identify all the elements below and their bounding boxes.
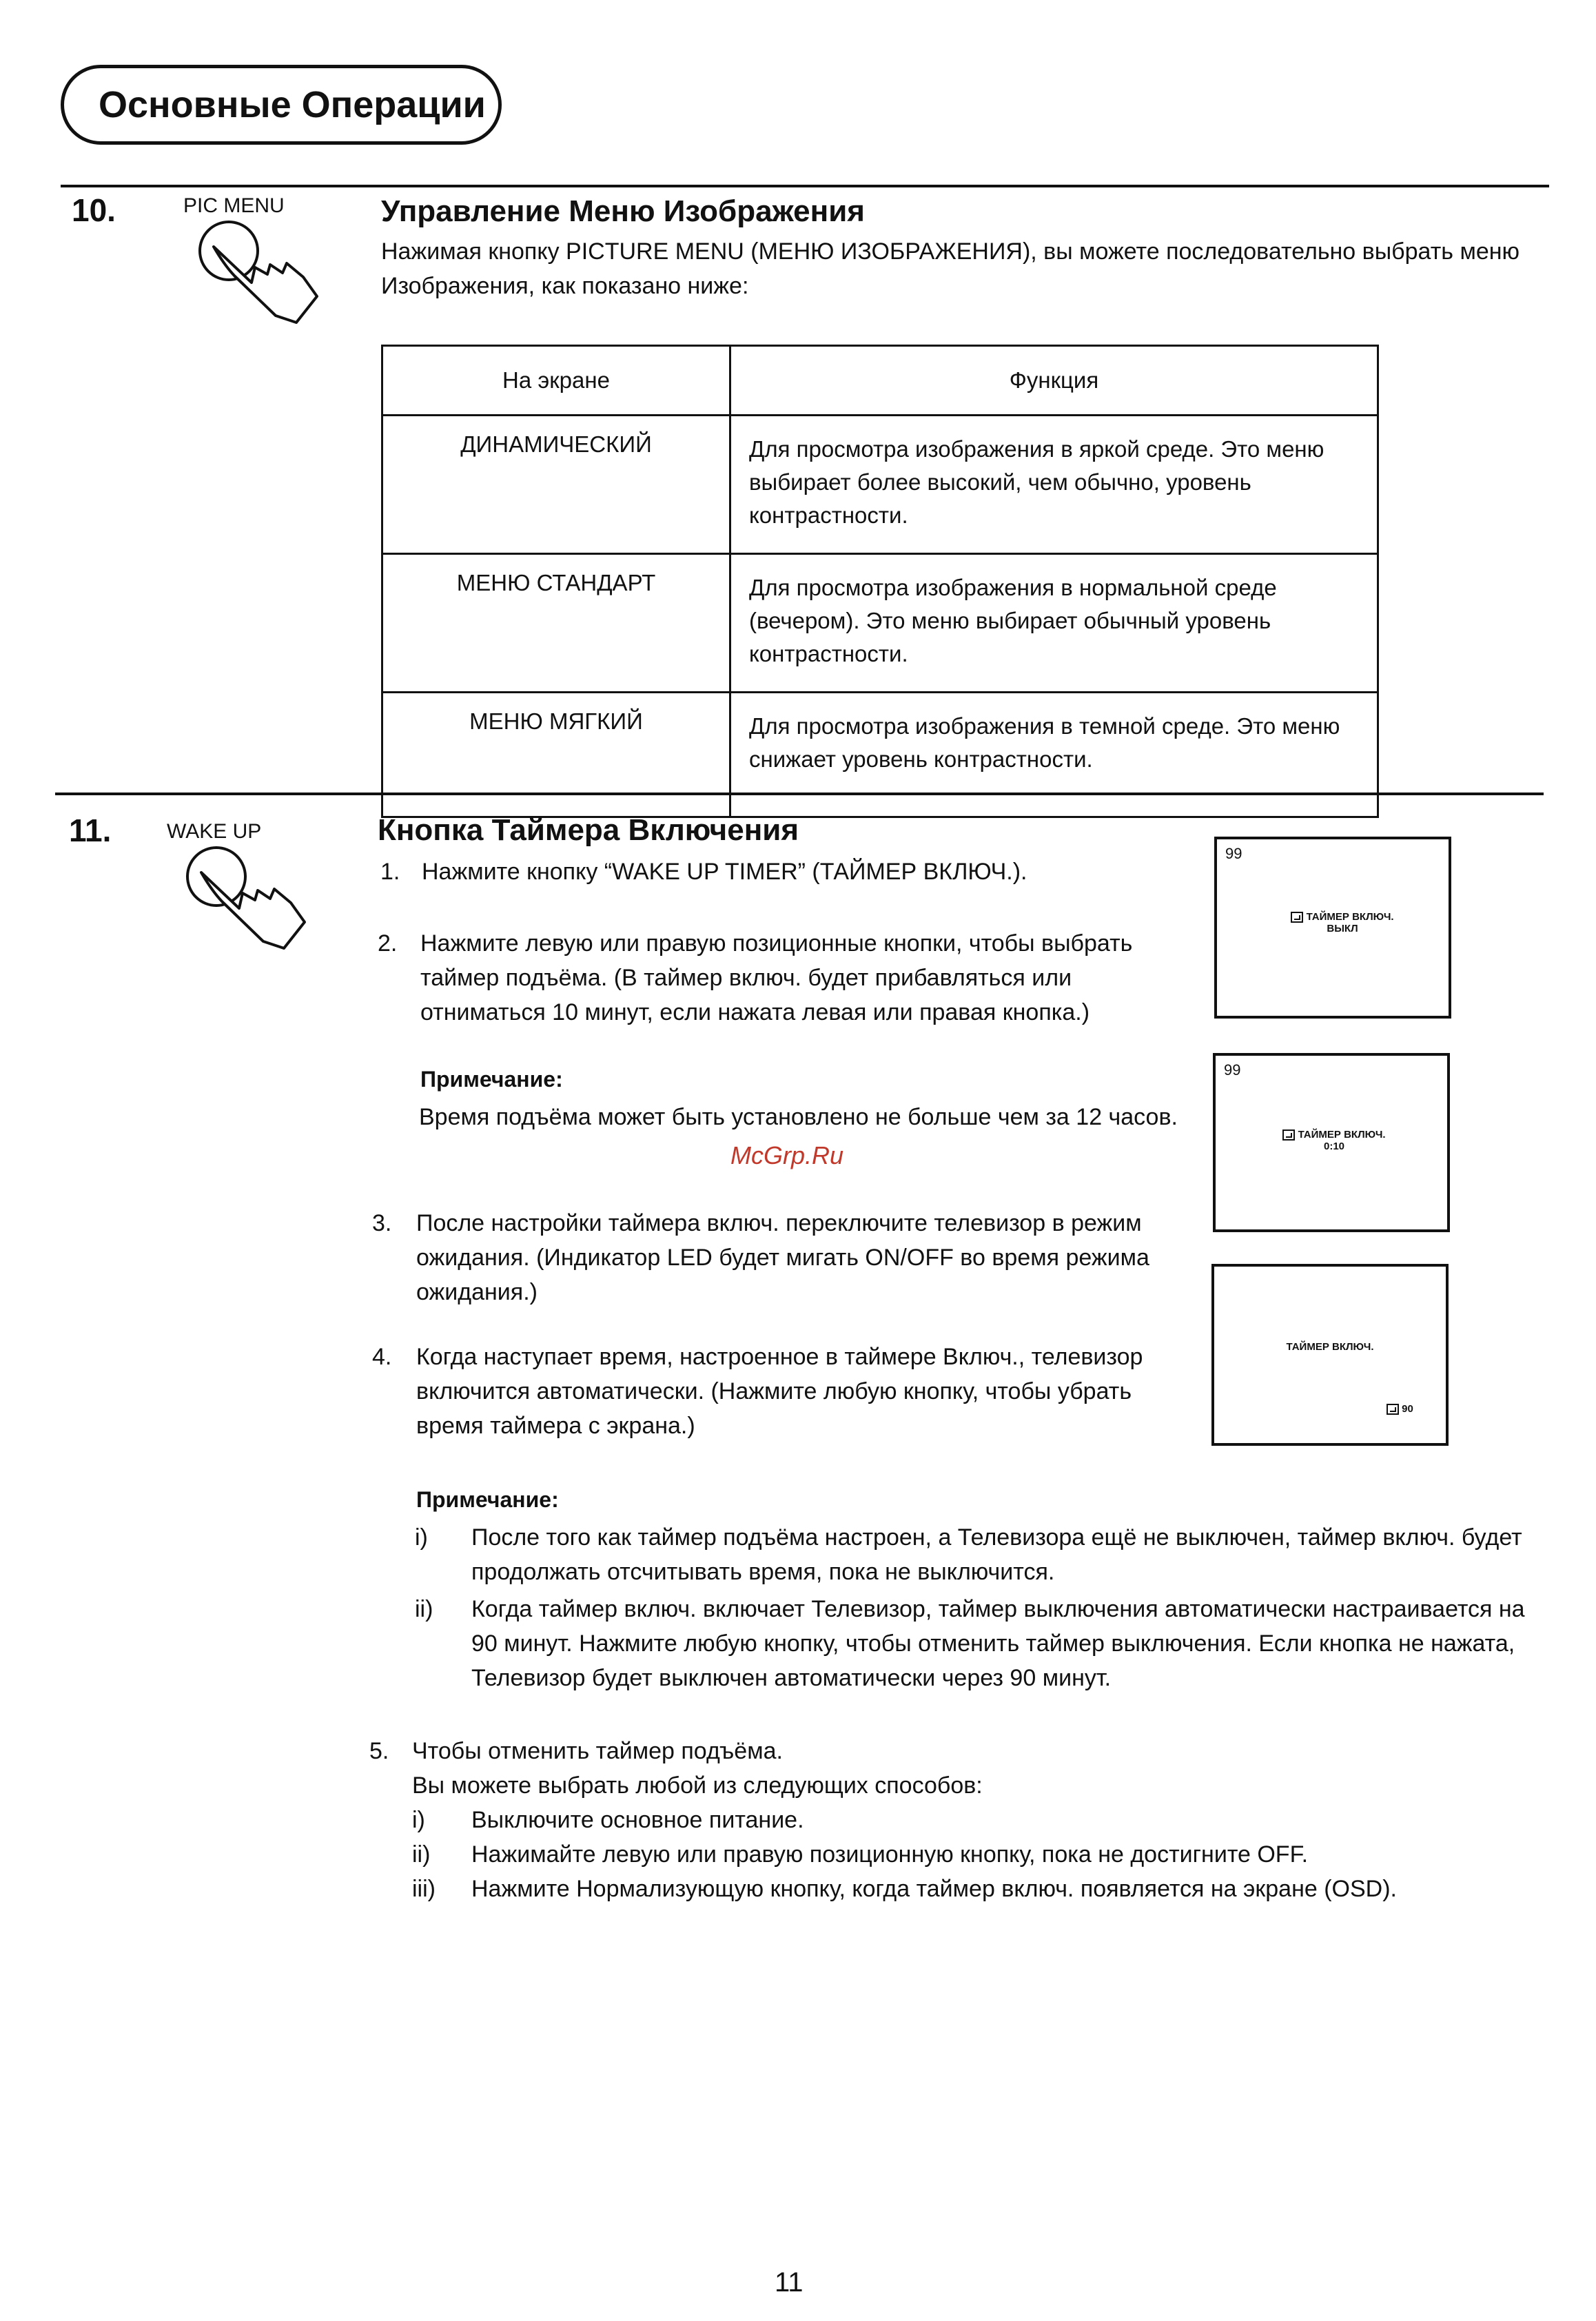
function-cell: Для просмотра изображения в яркой среде. Это меню выбирает более высокий, чем обычно, уровень контрастности. [730, 416, 1378, 554]
watermark: McGrp.Ru [730, 1141, 844, 1169]
column-header: Функция [730, 346, 1378, 416]
note-item: После того как таймер подъёма настроен, а Телевизора ещё не выключен, таймер включ. будет продолжать отсчитывать время, пока не выключится. [471, 1524, 1522, 1585]
osd-timer [1258, 1129, 1410, 1152]
osd-channel: 99 [1225, 845, 1242, 862]
section-number: 10. [72, 192, 116, 228]
note-heading: Примечание: [416, 1487, 559, 1512]
timer-icon [1291, 912, 1303, 923]
table-header-row [382, 346, 1378, 416]
list-mark: ii) [412, 1841, 431, 1868]
osd-label: ТАЙМЕР ВКЛЮЧ. [1298, 1129, 1386, 1141]
page-number: 11 [775, 2267, 804, 2298]
section-header [61, 65, 502, 145]
option-item: Нажимайте левую или правую позиционную кнопку, пока не достигните OFF. [471, 1841, 1309, 1868]
list-mark: iii) [412, 1876, 436, 1902]
column-header: На экране [382, 346, 730, 416]
step-text: Когда наступает время, настроенное в таймере Включ., телевизор включится автоматически. (Нажмите любую кнопку, чтобы убрать время таймера с экрана.) [416, 1344, 1143, 1439]
note-text: Время подъёма может быть установлено не больше чем за 12 часов. [419, 1104, 1178, 1130]
osd-value: ВЫКЛ [1327, 923, 1358, 935]
screen-cell: ДИНАМИЧЕСКИЙ [382, 416, 730, 554]
screen-cell: МЕНЮ СТАНДАРТ [382, 554, 730, 693]
list-mark: i) [412, 1807, 425, 1833]
function-cell: Для просмотра изображения в темной среде. Это меню снижает уровень контрастности. [730, 693, 1378, 817]
section-number: 11. [69, 812, 112, 848]
osd-label: ТАЙМЕР ВКЛЮЧ. [1306, 911, 1394, 923]
section-title: Управление Меню Изображения [381, 194, 865, 228]
osd-timer [1387, 1403, 1413, 1415]
timer-icon [1387, 1404, 1399, 1415]
step-number: 4. [372, 1344, 392, 1370]
osd-value: 0:10 [1323, 1141, 1345, 1153]
osd-channel: 99 [1224, 1061, 1241, 1078]
osd-screen [1213, 1053, 1450, 1232]
step-text: Нажмите левую или правую позиционные кнопки, чтобы выбрать таймер подъёма. (В таймер включ. будет прибавляться или отниматься 10 минут, если нажата левая или правая кнопка.) [420, 930, 1133, 1025]
step-text: Вы можете выбрать любой из следующих способов: [412, 1772, 983, 1799]
hand-press-icon [174, 845, 318, 955]
button-label: WAKE UP [167, 820, 262, 843]
step-text: Нажмите кнопку “WAKE UP TIMER” (ТАЙМЕР ВКЛЮЧ.). [422, 859, 1027, 885]
option-item: Выключите основное питание. [471, 1807, 804, 1833]
step-number: 2. [378, 930, 398, 957]
screen-cell: МЕНЮ МЯГКИЙ [382, 693, 730, 817]
section-title: Кнопка Таймера Включения [378, 813, 799, 847]
osd-timer [1267, 911, 1418, 934]
divider [55, 793, 1544, 795]
page-title: Основные Операции [99, 84, 486, 125]
step-text: После настройки таймера включ. переключите телевизор в режим ожидания. (Индикатор LED будет мигать ON/OFF во время режима ожидания.) [416, 1210, 1149, 1305]
picture-menu-table [381, 345, 1379, 818]
list-mark: ii) [415, 1596, 433, 1622]
note-item: Когда таймер включ. включает Телевизор, таймер выключения автоматически настраивается на 90 минут. Нажмите любую кнопку, чтобы отменить таймер выключения. Если кнопка не нажата, Телевизор будет выключен автоматически через 90 минут. [471, 1596, 1525, 1691]
intro-text: Нажимая кнопку PICTURE MENU (МЕНЮ ИЗОБРАЖЕНИЯ), вы можете последовательно выбрать меню Изображения, как показано ниже: [381, 238, 1520, 299]
osd-value: 90 [1402, 1403, 1413, 1415]
step-number: 5. [369, 1738, 389, 1764]
timer-icon [1282, 1129, 1295, 1141]
option-item: Нажмите Нормализующую кнопку, когда таймер включ. появляется на экране (OSD). [471, 1876, 1397, 1902]
osd-label: ТАЙМЕР ВКЛЮЧ. [1286, 1341, 1374, 1353]
step-number: 3. [372, 1210, 392, 1236]
step-number: 1. [380, 859, 400, 885]
function-cell: Для просмотра изображения в нормальной среде (вечером). Это меню выбирает обычный уровень контрастности. [730, 554, 1378, 693]
hand-press-icon [186, 219, 331, 329]
table-row [382, 693, 1378, 817]
table-row [382, 416, 1378, 554]
note-heading: Примечание: [420, 1067, 563, 1092]
osd-screen [1211, 1264, 1449, 1446]
osd-screen [1214, 837, 1451, 1019]
list-mark: i) [415, 1524, 428, 1551]
divider [61, 185, 1549, 187]
button-label: PIC MENU [183, 194, 285, 217]
table-row [382, 554, 1378, 693]
step-text: Чтобы отменить таймер подъёма. [412, 1738, 783, 1764]
